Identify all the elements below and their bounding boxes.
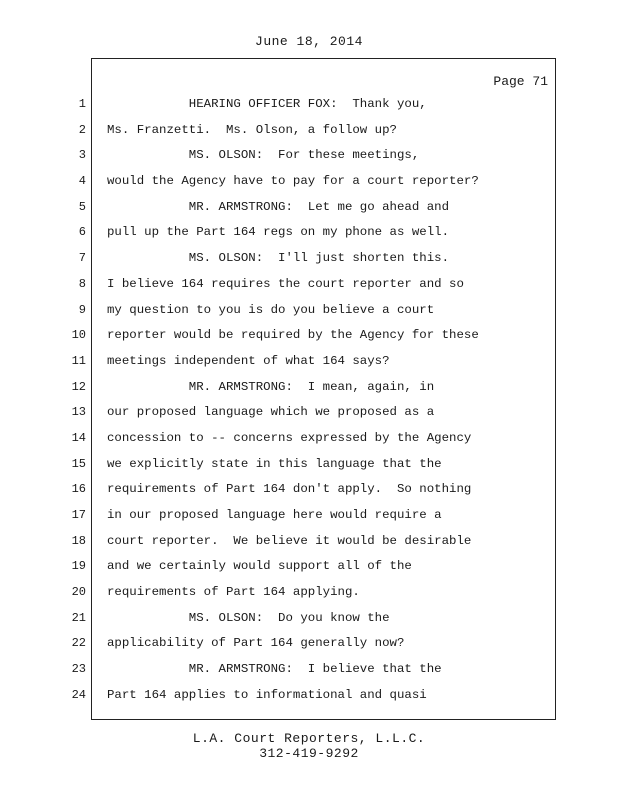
transcript-line: meetings independent of what 164 says? (107, 353, 390, 368)
line-number: 11 (71, 353, 86, 368)
line-number: 2 (78, 122, 86, 137)
transcript-line: HEARING OFFICER FOX: Thank you, (107, 97, 427, 111)
transcript-date: June 18, 2014 (255, 34, 363, 49)
line-number: 23 (71, 662, 86, 677)
line-number: 20 (71, 585, 86, 600)
line-number: 7 (78, 251, 86, 266)
line-number: 10 (71, 328, 86, 343)
line-number: 13 (71, 405, 86, 420)
line-number: 4 (78, 174, 86, 189)
transcript-line: applicability of Part 164 generally now? (107, 636, 405, 651)
transcript-line: Ms. Franzetti. Ms. Olson, a follow up? (107, 122, 397, 137)
line-number: 16 (71, 482, 86, 497)
transcript-line: requirements of Part 164 don't apply. So nothing (107, 482, 472, 497)
line-number: 15 (71, 456, 86, 471)
transcript-line: in our proposed language here would require a (107, 508, 442, 522)
line-number: 8 (78, 276, 86, 291)
transcript-line: court reporter. We believe it would be desirable (107, 533, 472, 548)
line-number: 21 (71, 610, 86, 625)
transcript-line: concession to -- concerns expressed by the Agency (107, 430, 472, 445)
transcript-line: MS. OLSON: For these meetings, (107, 148, 420, 163)
line-number: 24 (71, 687, 86, 702)
transcript-text (107, 92, 547, 709)
line-number: 22 (71, 636, 86, 651)
line-number: 3 (78, 148, 86, 163)
court-reporter-phone: 312-419-9292 (259, 746, 359, 761)
line-number: 6 (78, 225, 86, 240)
line-number: 19 (71, 559, 86, 574)
transcript-line: would the Agency have to pay for a court reporter? (107, 174, 479, 189)
transcript-line: my question to you is do you believe a court (107, 302, 435, 317)
footer (0, 731, 618, 761)
line-number: 14 (71, 430, 86, 445)
line-number-column (64, 92, 86, 709)
transcript-line: pull up the Part 164 regs on my phone as well. (107, 225, 450, 240)
line-number: 12 (71, 379, 86, 394)
transcript-line: MR. ARMSTRONG: I mean, again, in (107, 379, 435, 394)
transcript-line: our proposed language which we proposed as a (107, 405, 435, 420)
transcript-line: we explicitly state in this language that the (107, 456, 442, 471)
line-number: 5 (78, 199, 86, 214)
transcript-line: and we certainly would support all of the (107, 559, 412, 574)
transcript-line: I believe 164 requires the court reporter and so (107, 276, 464, 291)
court-reporter-name: L.A. Court Reporters, L.L.C. (192, 731, 426, 746)
transcript-line: requirements of Part 164 applying. (107, 585, 360, 600)
line-number: 1 (78, 97, 86, 111)
transcript-line: MS. OLSON: I'll just shorten this. (107, 251, 450, 266)
transcript-line: MS. OLSON: Do you know the (107, 610, 390, 625)
transcript-line: reporter would be required by the Agency for these (107, 328, 479, 343)
transcript-line: MR. ARMSTRONG: I believe that the (107, 662, 442, 677)
line-number: 18 (71, 533, 86, 548)
page-number: Page 71 (493, 74, 548, 89)
transcript-line: Part 164 applies to informational and quasi (107, 687, 427, 702)
line-number: 9 (78, 302, 86, 317)
line-number: 17 (71, 508, 86, 522)
transcript-line: MR. ARMSTRONG: Let me go ahead and (107, 199, 450, 214)
